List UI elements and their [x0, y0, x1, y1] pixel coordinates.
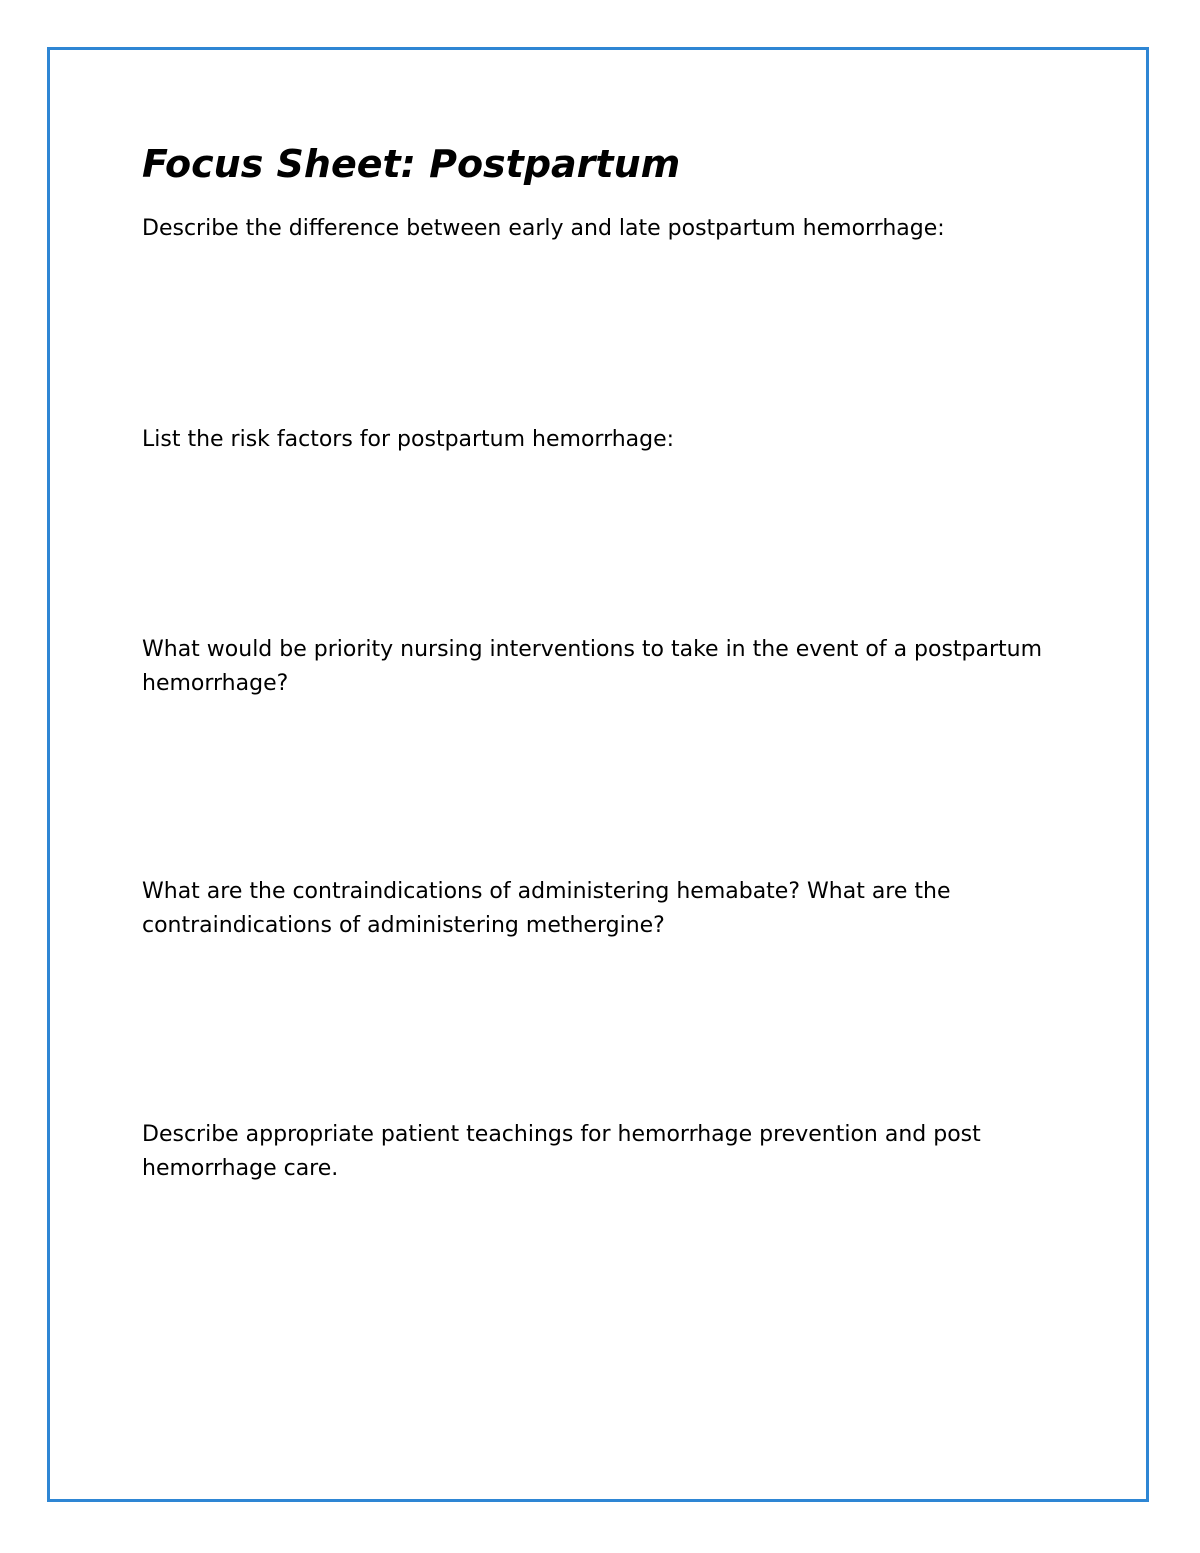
page-border [47, 47, 1149, 1502]
page-title: Focus Sheet: Postpartum [142, 142, 681, 186]
question-risk-factors: List the risk factors for postpartum hemorrhage: [142, 427, 675, 452]
question-patient-teachings: Describe appropriate patient teachings for hemorrhage prevention and post hemorrhage care. [142, 1122, 981, 1181]
question-contraindications: What are the contraindications of administering hemabate? What are the contraindications of administering methergine? [142, 879, 951, 938]
question-early-late-hemorrhage: Describe the difference between early and late postpartum hemorrhage: [142, 216, 945, 241]
question-nursing-interventions: What would be priority nursing interventions to take in the event of a postpartum hemorrhage? [142, 637, 1043, 696]
